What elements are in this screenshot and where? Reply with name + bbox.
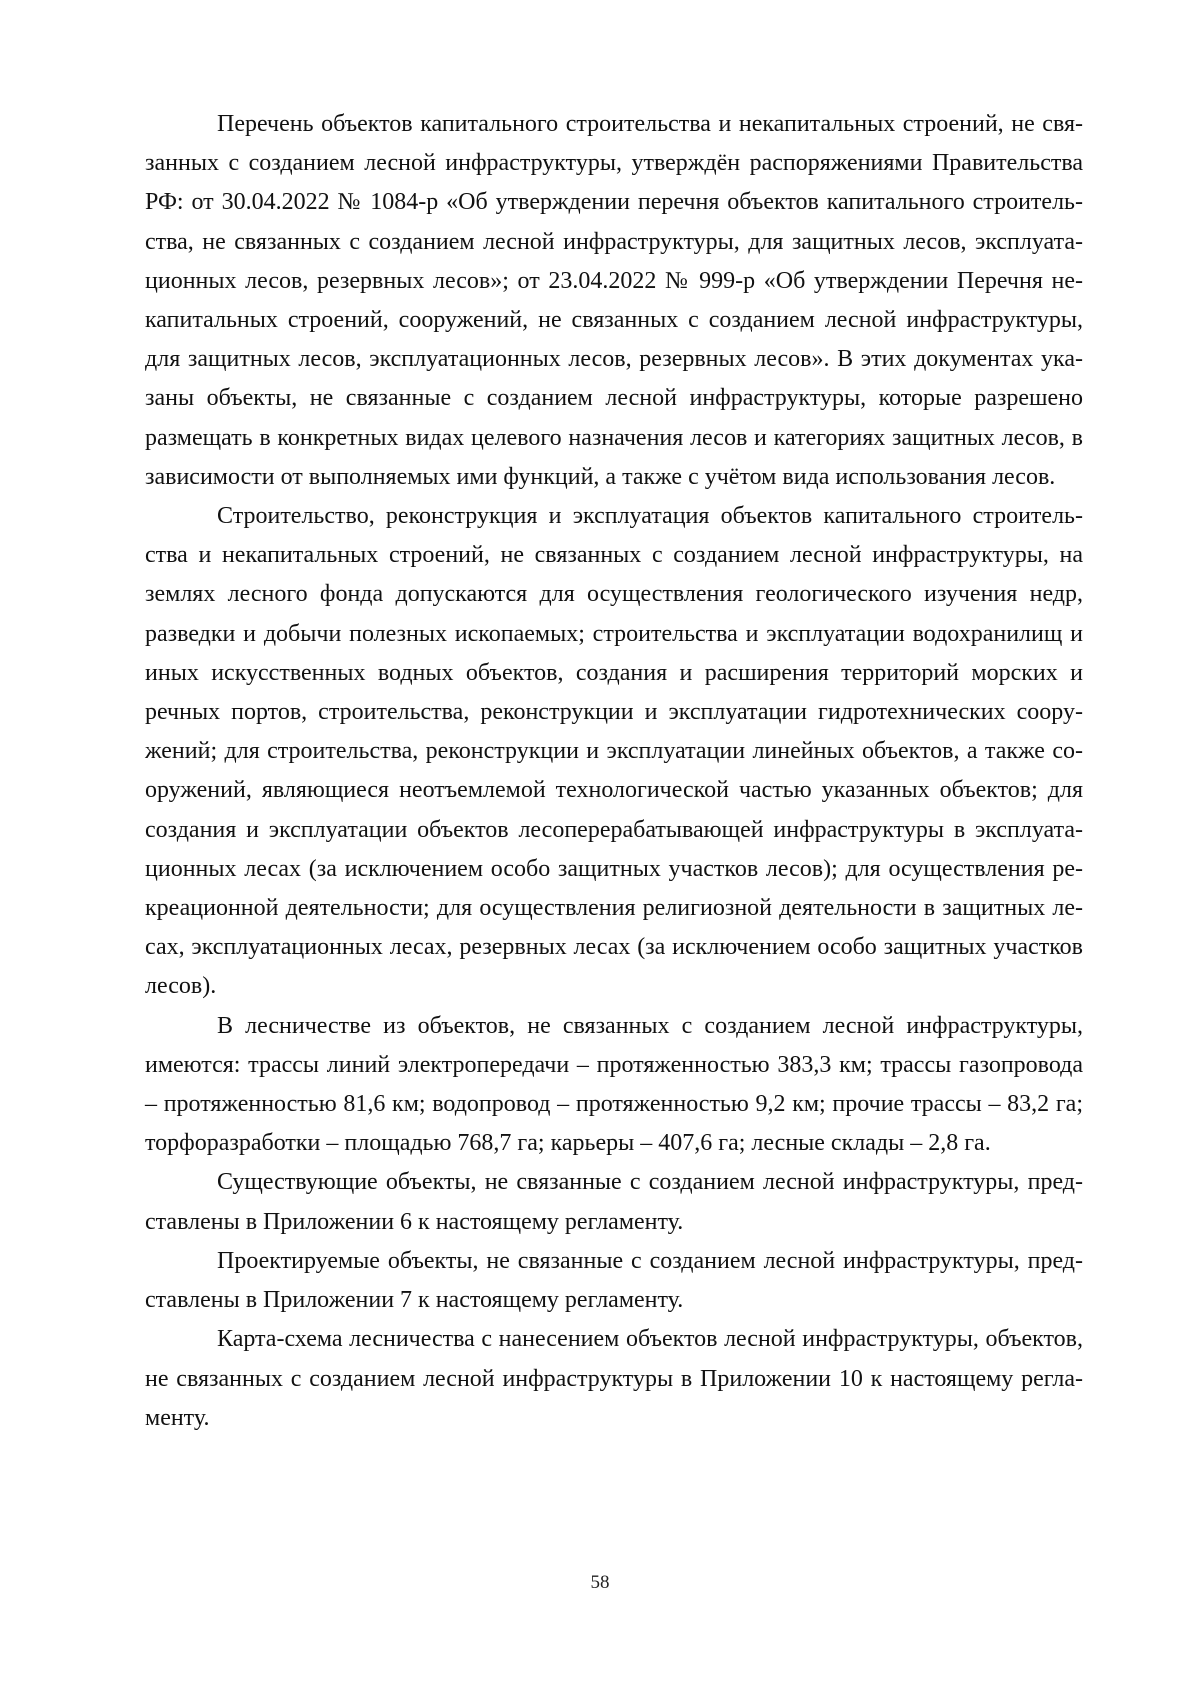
paragraph-appendix-7: Проектируемые объекты, не связанные с созданием лесной инфраструктуры, представлены в Приложении 7 к настоящему регламенту. (145, 1247, 1083, 1314)
paragraph-existing-objects-stats: В лесничестве из объектов, не связанных с созданием лесной инфраструктуры, имеются: трассы линий электропередачи – протяженностью 383,3 км; трассы газопровода – протяженностью 81,6 км; водопровод – протяженностью 9,2 км; прочие трассы – 83,2 га; торфоразработки – площадью 768,7 га; карьеры – 407,6 га; лесные склады – 2,8 га. (145, 1012, 1083, 1157)
paragraph-appendix-6: Существующие объекты, не связанные с созданием лесной инфраструктуры, представлены в Приложении 6 к настоящему регламенту. (145, 1169, 1083, 1235)
paragraph-construction-rules: Строительство, реконструкция и эксплуатация объектов капитального строительства и некапитальных строений, не связанных с созданием лесной инфраструктуры, на землях лесного фонда допускаются для осуществления геологического изучения недр, разведки и добычи полезных ископаемых; строительства и эксплуатации водохранилищ и иных искусственных водных объектов, создания и расширения территорий морских и речных портов, строительства, реконструкции и эксплуатации гидротехнических сооружений; для строительства, реконструкции и эксплуатации линейных объектов, а также сооружений, являющиеся неотъемлемой технологической частью указанных объектов; для создания и эксплуатации объектов лесоперерабатывающей инфраструктуры в эксплуатационных лесах (за исключением особо защитных участков лесов); для осуществления рекреационной деятельности; для осуществления религиозной деятельности в защитных лесах, эксплуатационных лесах, резервных лесах (за исключением особо защитных участков лесов). (145, 503, 1083, 1000)
paragraph-objects-list: Перечень объектов капитального строительства и некапитальных строений, не связанных с созданием лесной инфраструктуры, утверждён распоряжениями Правительства РФ: от 30.04.2022 № 1084-р «Об утверждении перечня объектов капитального строительства, не связанных с созданием лесной инфраструктуры, для защитных лесов, эксплуатационных лесов, резервных лесов»; от 23.04.2022 № 999-р «Об утверждении Перечня некапитальных строений, сооружений, не связанных с созданием лесной инфраструктуры, для защитных лесов, эксплуатационных лесов, резервных лесов». В этих документах указаны объекты, не связанные с созданием лесной инфраструктуры, которые разрешено размещать в конкретных видах целевого назначения лесов и категориях защитных лесов, в зависимости от выполняемых ими функций, а также с учётом вида использования лесов. (145, 111, 1083, 490)
document-body (145, 105, 1083, 1438)
paragraph-appendix-10: Карта-схема лесничества с нанесением объектов лесной инфраструктуры, объектов, не связанных с созданием лесной инфраструктуры в Приложении 10 к настоящему регламенту. (145, 1326, 1083, 1431)
page-number: 58 (590, 1572, 610, 1593)
